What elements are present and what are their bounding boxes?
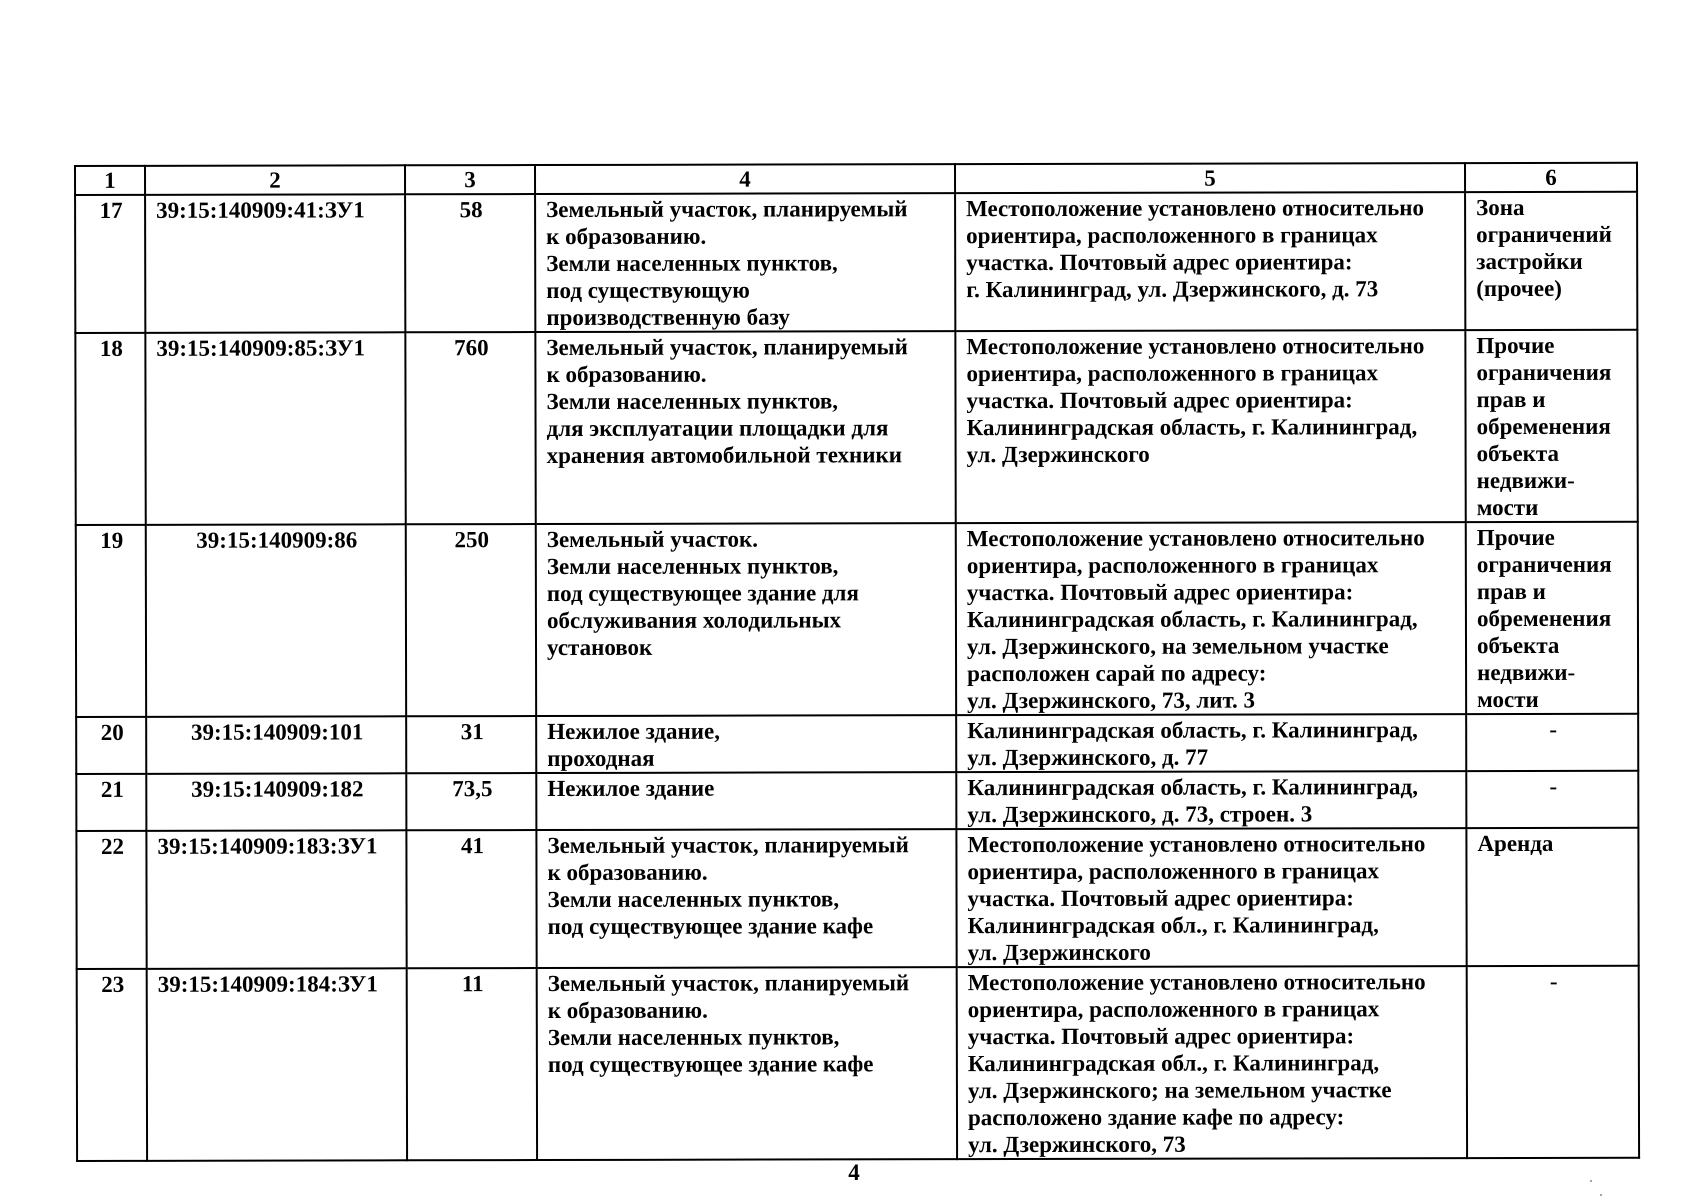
location-line: Калининградская область, г. Калининград, [966,606,1418,633]
object-location [957,966,1467,1159]
location-line: Калининградская область, г. Калининград, [967,717,1418,744]
table-row [77,966,1639,1161]
row-number: 20 [76,717,146,774]
location-line: участка. Почтовый адрес ориентира: [966,387,1353,414]
encumbrance-line: Прочие [1476,524,1555,551]
description-line: установок [546,634,653,661]
location-line: расположено здание кафе по адресу: [967,1104,1345,1131]
col-header-3: 3 [405,165,535,194]
area-value: 11 [407,968,537,1160]
scan-speck [1590,1180,1592,1182]
table-row [75,330,1637,525]
location-line: г. Калининград, ул. Дзержинского, д. 73 [966,276,1379,303]
encumbrance [1465,192,1637,330]
description-line: Нежилое здание, [547,718,721,745]
location-line: ориентира, расположенного в границах [966,360,1378,387]
location-line: ориентира, расположенного в границах [967,996,1380,1023]
area-value: 250 [406,524,536,716]
description-line: к образованию. [546,223,707,250]
description-line: под существующую [546,277,750,304]
description-line: Нежилое здание [547,775,715,802]
col-header-4: 4 [535,164,955,194]
area-value: 73,5 [406,773,536,830]
object-description [536,715,956,773]
location-line: Местоположение установлено относительно [966,525,1425,552]
row-number: 21 [76,774,146,831]
location-line: расположен сарай по адресу: [967,660,1267,687]
table-row [76,828,1638,969]
object-location [956,714,1466,772]
location-line: Калининградская область, г. Калининград, [966,414,1418,441]
location-line: Местоположение установлено относительно [967,831,1426,858]
row-number: 22 [76,831,146,969]
location-line: участка. Почтовый адрес ориентира: [967,885,1354,912]
location-line: ул. Дзержинского, 73 [968,1131,1186,1158]
location-line: ориентира, расположенного в границах [966,552,1379,579]
cadastral-number: 39:15:140909:86 [146,524,406,717]
description-line: Земли населенных пунктов, [546,553,839,580]
description-line: Земли населенных пунктов, [546,250,838,277]
encumbrance [1465,330,1637,522]
cadastral-number: 39:15:140909:183:ЗУ1 [146,830,406,969]
row-number: 18 [75,333,145,525]
encumbrance-line: мости [1476,494,1539,521]
description-line: проходная [547,745,655,772]
location-line: участка. Почтовый адрес ориентира: [966,249,1353,276]
description-line: хранения автомобильной техники [546,442,902,469]
object-description [536,829,956,968]
row-number: 23 [77,969,147,1161]
location-line: Местоположение установлено относительно [967,969,1426,996]
description-line: к образованию. [546,361,707,388]
location-line: Калининградская обл., г. Калининград, [967,912,1379,939]
object-description [535,193,955,332]
description-line: Земли населенных пунктов, [546,388,839,415]
encumbrance-line: (прочее) [1476,275,1562,302]
location-line: Местоположение установлено относительно [966,195,1425,222]
cadastral-number: 39:15:140909:184:ЗУ1 [147,968,407,1161]
col-header-6: 6 [1465,163,1637,192]
description-line: Земельный участок. [546,526,758,553]
location-line: ул. Дзержинского, д. 73, строен. 3 [967,801,1313,828]
area-value: 41 [406,830,536,968]
cadastral-number: 39:15:140909:85:ЗУ1 [145,332,405,525]
encumbrance-line: прав и [1476,578,1546,605]
encumbrance-line: недвижи- [1476,467,1575,494]
encumbrance-line: - [1549,716,1558,742]
description-line: Земельный участок, планируемый [546,334,908,361]
table-row [76,771,1638,831]
encumbrance-line: мости [1477,686,1539,713]
location-line: ориентира, расположенного в границах [966,222,1378,249]
scan-speck [1600,1194,1602,1196]
location-line: Калининградская обл., г. Калининград, [967,1050,1380,1077]
object-description [537,967,957,1160]
object-location [956,771,1466,829]
encumbrance [1466,771,1638,828]
object-location [956,828,1466,967]
encumbrance-line: Аренда [1477,830,1554,857]
location-line: ул. Дзержинского; на земельном участке [967,1077,1392,1104]
land-plots-table [74,162,1640,1162]
description-line: под существующее здание кафе [547,1051,874,1078]
encumbrance-line: - [1549,968,1558,994]
location-line: ул. Дзержинского, д. 77 [967,744,1209,771]
encumbrance-line: недвижи- [1477,659,1576,686]
description-line: Земельный участок, планируемый [547,832,909,859]
header-row [75,163,1637,195]
object-description [536,523,956,716]
encumbrance [1467,966,1639,1158]
description-line: под существующее здание кафе [547,913,874,940]
encumbrance-line: обременения [1476,413,1611,440]
description-line: обслуживания холодильных [546,607,842,634]
encumbrance-line: ограничения [1476,359,1612,386]
location-line: ул. Дзержинского [966,441,1150,468]
col-header-2: 2 [145,165,405,195]
encumbrance-line: прав и [1476,386,1546,413]
description-line: Земельный участок, планируемый [547,970,910,997]
encumbrance-line: объекта [1476,632,1560,659]
area-value: 760 [405,332,535,524]
encumbrance-line: Зона [1476,194,1525,221]
table-row [75,192,1637,333]
encumbrance [1466,828,1638,966]
encumbrance-line: объекта [1476,440,1560,467]
location-line: участка. Почтовый адрес ориентира: [967,1023,1355,1050]
object-location [955,192,1465,331]
cadastral-number: 39:15:140909:182 [146,773,406,831]
description-line: к образованию. [547,859,708,886]
row-number: 19 [76,525,146,717]
encumbrance-line: обременения [1476,605,1612,632]
object-description [536,772,956,830]
location-line: ул. Дзержинского, 73, лит. 3 [967,687,1256,714]
encumbrance [1466,714,1638,771]
col-header-1: 1 [75,166,145,195]
description-line: Земельный участок, планируемый [546,196,908,223]
object-location [955,330,1465,523]
location-line: участка. Почтовый адрес ориентира: [966,579,1354,606]
object-description [535,331,955,524]
encumbrance-line: ограничений [1476,221,1612,248]
row-number: 17 [75,195,145,333]
description-line: Земли населенных пунктов, [547,1024,840,1051]
encumbrance [1466,522,1638,714]
cadastral-number: 39:15:140909:101 [146,716,406,774]
table-row [76,714,1638,774]
encumbrance-line: - [1549,773,1558,799]
encumbrance-line: Прочие [1476,332,1555,359]
location-line: Местоположение установлено относительно [966,333,1425,360]
description-line: для эксплуатации площадки для [546,415,889,442]
object-location [956,522,1466,715]
cadastral-number: 39:15:140909:41:ЗУ1 [145,194,405,333]
encumbrance-line: застройки [1476,248,1583,275]
area-value: 58 [405,194,535,332]
description-line: под существующее здание для [546,580,859,607]
location-line: Калининградская область, г. Калининград, [967,774,1418,801]
table-row [76,522,1638,717]
location-line: ориентира, расположенного в границах [967,858,1380,885]
location-line: ул. Дзержинского [967,939,1151,966]
page-number: 4 [848,1160,860,1185]
area-value: 31 [406,716,536,773]
description-line: Земли населенных пунктов, [547,886,840,913]
encumbrance-line: ограничения [1476,551,1612,578]
description-line: производственную базу [546,304,790,331]
location-line: ул. Дзержинского, на земельном участке [966,633,1389,660]
description-line: к образованию. [547,997,708,1024]
col-header-5: 5 [955,163,1465,193]
